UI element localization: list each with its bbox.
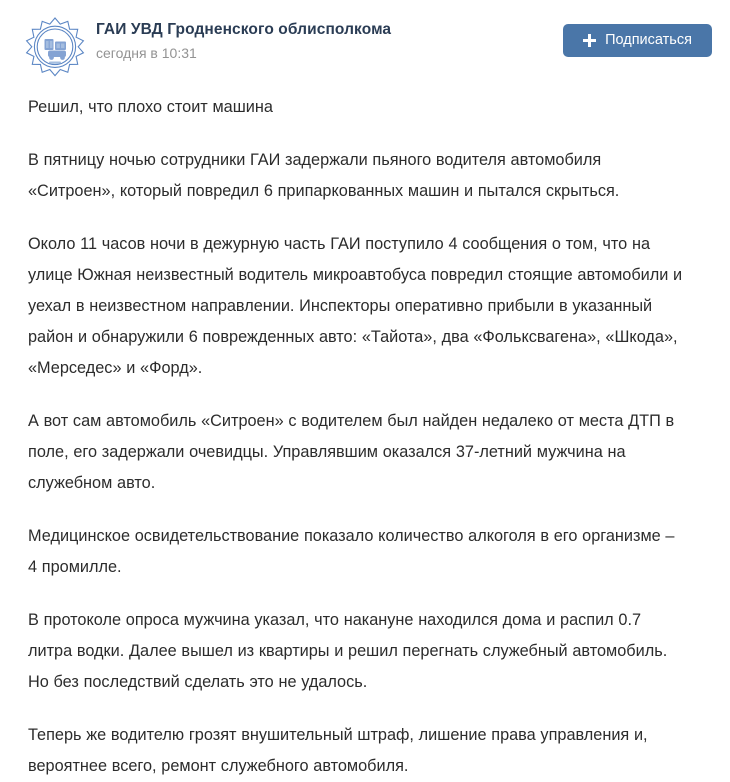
- group-name[interactable]: ГАИ УВД Гродненского облисполкома: [96, 21, 392, 38]
- header-text-block: [96, 20, 391, 62]
- post-paragraph: Около 11 часов ночи в дежурную часть ГАИ поступило 4 сообщения о том, что на улице Южная неизвестный водитель микроавтобуса повредил стоящие автомобили и уехал в неизвестном направлении. Инспекторы оперативно прибыли в указанный район и обнаружили 6 поврежденных авто: «Тайота», два «Фольксвагена», «Шкода», «Мерседес» и «Форд».: [28, 235, 683, 377]
- avatar[interactable]: [24, 17, 86, 79]
- post-header: [0, 0, 730, 88]
- emblem-star-icon: [24, 17, 86, 79]
- post-paragraph: В протоколе опроса мужчина указал, что накануне находился дома и распил 0.7 литра водки. Далее вышел из квартиры и решил перегнать служебный автомобиль. Но без последствий сделать это не удалось.: [28, 611, 668, 691]
- plus-icon: [583, 34, 596, 47]
- post-paragraph: В пятницу ночью сотрудники ГАИ задержали пьяного водителя автомобиля «Ситроен», который повредил 6 припаркованных машин и пытался скрыться.: [28, 151, 620, 200]
- post-paragraph: Теперь же водителю грозят внушительный штраф, лишение права управления и, вероятнее всего, ремонт служебного автомобиля.: [28, 726, 648, 775]
- post-timestamp[interactable]: сегодня в 10:31: [96, 45, 197, 61]
- post-paragraph: А вот сам автомобиль «Ситроен» с водителем был найден недалеко от места ДТП в поле, его задержали очевидцы. Управлявшим оказался 37-летний мужчина на служебном авто.: [28, 412, 675, 492]
- post-paragraph: Медицинское освидетельствование показало количество алкоголя в его организме – 4 промилле.: [28, 527, 675, 576]
- subscribe-button-label: Подписаться: [605, 32, 692, 49]
- post-paragraph-title: Решил, что плохо стоит машина: [28, 98, 273, 116]
- subscribe-button[interactable]: [563, 24, 712, 57]
- post-body: [28, 92, 688, 782]
